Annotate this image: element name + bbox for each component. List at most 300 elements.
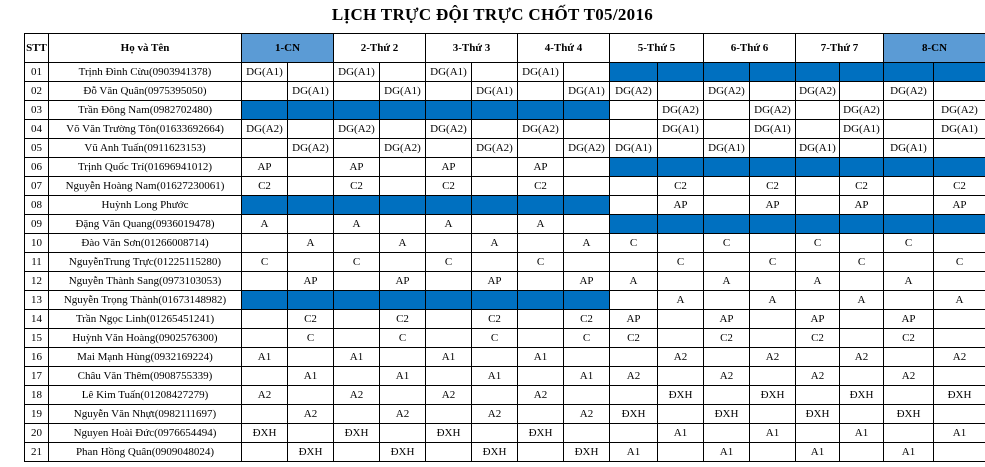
row-stt: 05: [25, 139, 49, 158]
row-stt: 11: [25, 253, 49, 272]
duty-cell: C2: [426, 177, 472, 196]
duty-cell: [750, 139, 796, 158]
row-stt: 21: [25, 443, 49, 462]
duty-cell: AP: [610, 310, 658, 329]
duty-cell: [750, 405, 796, 424]
row-name: Võ Văn Trường Tôn(01633692664): [49, 120, 242, 139]
duty-cell: AP: [934, 196, 985, 215]
duty-cell: [796, 386, 840, 405]
duty-cell: A: [934, 291, 985, 310]
duty-cell: ĐXH: [750, 386, 796, 405]
duty-cell: C2: [840, 177, 884, 196]
duty-cell: [934, 310, 985, 329]
duty-cell: [334, 82, 380, 101]
duty-cell: C: [750, 253, 796, 272]
duty-cell: DG(A1): [242, 63, 288, 82]
table-row: [25, 272, 985, 291]
row-name: Huỳnh Văn Hoàng(0902576300): [49, 329, 242, 348]
duty-cell: C: [380, 329, 426, 348]
duty-cell: ĐXH: [288, 443, 334, 462]
row-stt: 02: [25, 82, 49, 101]
schedule-body: [25, 63, 985, 462]
row-name: Đào Văn Sơn(01266008714): [49, 234, 242, 253]
duty-cell: [884, 196, 934, 215]
duty-cell: A1: [564, 367, 610, 386]
table-row: [25, 120, 985, 139]
duty-cell: [380, 348, 426, 367]
duty-cell: [796, 424, 840, 443]
duty-cell: [334, 234, 380, 253]
duty-cell: A: [564, 234, 610, 253]
duty-cell: A: [704, 272, 750, 291]
duty-cell: C2: [658, 177, 704, 196]
duty-cell: C2: [288, 310, 334, 329]
duty-cell: [564, 386, 610, 405]
header-day: 1-CN: [242, 34, 334, 63]
duty-cell: [658, 443, 704, 462]
row-name: Nguyen Hoài Đức(0976654494): [49, 424, 242, 443]
filled-cell: [426, 196, 472, 215]
duty-cell: [840, 310, 884, 329]
duty-cell: [610, 177, 658, 196]
duty-cell: [380, 177, 426, 196]
duty-cell: DG(A2): [472, 139, 518, 158]
filled-cell: [472, 291, 518, 310]
duty-cell: [840, 405, 884, 424]
duty-cell: C: [426, 253, 472, 272]
row-stt: 19: [25, 405, 49, 424]
duty-cell: [884, 177, 934, 196]
duty-cell: [288, 63, 334, 82]
duty-cell: [380, 63, 426, 82]
table-row: [25, 348, 985, 367]
duty-cell: [934, 139, 985, 158]
duty-cell: [334, 443, 380, 462]
duty-cell: A2: [472, 405, 518, 424]
duty-cell: ĐXH: [472, 443, 518, 462]
duty-cell: [658, 272, 704, 291]
header-stt: STT: [25, 34, 49, 63]
duty-cell: [658, 367, 704, 386]
row-name: Nguyễn Hoàng Nam(01627230061): [49, 177, 242, 196]
duty-cell: [884, 424, 934, 443]
duty-cell: [564, 253, 610, 272]
duty-cell: C2: [472, 310, 518, 329]
table-row: [25, 139, 985, 158]
duty-cell: [704, 386, 750, 405]
duty-cell: [610, 291, 658, 310]
duty-cell: [564, 120, 610, 139]
table-row: [25, 310, 985, 329]
duty-cell: [518, 405, 564, 424]
duty-cell: A2: [288, 405, 334, 424]
duty-cell: [704, 120, 750, 139]
duty-cell: A2: [840, 348, 884, 367]
table-row: [25, 196, 985, 215]
duty-cell: [334, 405, 380, 424]
duty-cell: C2: [564, 310, 610, 329]
row-stt: 06: [25, 158, 49, 177]
duty-cell: ĐXH: [796, 405, 840, 424]
duty-cell: [796, 348, 840, 367]
duty-cell: AP: [334, 158, 380, 177]
duty-cell: ĐXH: [334, 424, 380, 443]
duty-cell: A2: [334, 386, 380, 405]
duty-cell: C2: [934, 177, 985, 196]
duty-cell: [472, 424, 518, 443]
filled-cell: [796, 158, 840, 177]
filled-cell: [242, 291, 288, 310]
filled-cell: [884, 215, 934, 234]
duty-cell: [426, 82, 472, 101]
filled-cell: [658, 63, 704, 82]
duty-cell: AP: [288, 272, 334, 291]
duty-cell: [518, 310, 564, 329]
duty-cell: DG(A2): [334, 120, 380, 139]
row-name: Trần Ngọc Linh(01265451241): [49, 310, 242, 329]
row-name: Huỳnh Long Phước: [49, 196, 242, 215]
duty-cell: ĐXH: [840, 386, 884, 405]
duty-cell: [750, 443, 796, 462]
duty-cell: C2: [334, 177, 380, 196]
duty-cell: C: [610, 234, 658, 253]
duty-cell: [426, 234, 472, 253]
duty-cell: [242, 310, 288, 329]
filled-cell: [380, 101, 426, 120]
table-row: [25, 158, 985, 177]
row-name: NguyễnTrung Trực(01225115280): [49, 253, 242, 272]
duty-cell: AP: [472, 272, 518, 291]
duty-cell: [380, 158, 426, 177]
duty-cell: DG(A1): [840, 120, 884, 139]
duty-cell: A: [242, 215, 288, 234]
table-row: [25, 82, 985, 101]
duty-cell: C: [288, 329, 334, 348]
duty-cell: DG(A1): [934, 120, 985, 139]
page-title: LỊCH TRỰC ĐỘI TRỰC CHỐT T05/2016: [331, 5, 654, 24]
duty-cell: [288, 120, 334, 139]
header-day: 3-Thứ 3: [426, 34, 518, 63]
row-stt: 15: [25, 329, 49, 348]
filled-cell: [610, 158, 658, 177]
duty-cell: [658, 310, 704, 329]
duty-cell: C2: [242, 177, 288, 196]
duty-cell: [242, 139, 288, 158]
duty-cell: [750, 310, 796, 329]
table-row: [25, 177, 985, 196]
duty-cell: DG(A1): [334, 63, 380, 82]
duty-cell: AP: [658, 196, 704, 215]
duty-cell: ĐXH: [564, 443, 610, 462]
duty-cell: ĐXH: [518, 424, 564, 443]
duty-cell: A: [840, 291, 884, 310]
duty-cell: [934, 82, 985, 101]
header-day: 7-Thứ 7: [796, 34, 884, 63]
filled-cell: [704, 63, 750, 82]
duty-cell: [242, 329, 288, 348]
duty-cell: [796, 101, 840, 120]
duty-cell: C: [884, 234, 934, 253]
filled-cell: [564, 291, 610, 310]
duty-cell: A1: [334, 348, 380, 367]
duty-cell: DG(A2): [884, 82, 934, 101]
duty-cell: DG(A2): [380, 139, 426, 158]
duty-cell: DG(A2): [796, 82, 840, 101]
duty-cell: [704, 177, 750, 196]
table-row: [25, 291, 985, 310]
duty-cell: [704, 424, 750, 443]
duty-cell: A1: [610, 443, 658, 462]
duty-cell: [796, 120, 840, 139]
duty-cell: A: [334, 215, 380, 234]
table-row: [25, 424, 985, 443]
row-stt: 16: [25, 348, 49, 367]
filled-cell: [658, 215, 704, 234]
duty-cell: AP: [426, 158, 472, 177]
filled-cell: [840, 158, 884, 177]
duty-cell: C: [658, 253, 704, 272]
header-row: [25, 34, 985, 63]
duty-cell: DG(A1): [518, 63, 564, 82]
duty-cell: DG(A2): [934, 101, 985, 120]
duty-cell: A: [380, 234, 426, 253]
duty-cell: [472, 215, 518, 234]
duty-cell: A2: [426, 386, 472, 405]
duty-cell: [334, 367, 380, 386]
filled-cell: [288, 291, 334, 310]
duty-cell: [518, 272, 564, 291]
duty-cell: [750, 367, 796, 386]
filled-cell: [380, 291, 426, 310]
duty-cell: A1: [934, 424, 985, 443]
schedule-table: [24, 33, 985, 462]
duty-cell: [840, 272, 884, 291]
duty-cell: A1: [242, 348, 288, 367]
duty-cell: A1: [704, 443, 750, 462]
duty-cell: A2: [610, 367, 658, 386]
duty-cell: [840, 139, 884, 158]
duty-cell: DG(A1): [750, 120, 796, 139]
duty-cell: A: [658, 291, 704, 310]
row-name: Nguyễn Thành Sang(0973103053): [49, 272, 242, 291]
duty-cell: [610, 386, 658, 405]
duty-cell: DG(A2): [840, 101, 884, 120]
duty-cell: [288, 177, 334, 196]
duty-cell: [426, 310, 472, 329]
duty-cell: [242, 82, 288, 101]
filled-cell: [564, 101, 610, 120]
row-name: Châu Văn Thêm(0908755339): [49, 367, 242, 386]
duty-cell: C: [796, 234, 840, 253]
filled-cell: [934, 158, 985, 177]
duty-cell: [472, 386, 518, 405]
duty-cell: [288, 386, 334, 405]
duty-cell: [564, 348, 610, 367]
filled-cell: [564, 196, 610, 215]
duty-cell: [796, 196, 840, 215]
duty-cell: ĐXH: [610, 405, 658, 424]
duty-cell: [704, 196, 750, 215]
header-day: 6-Thứ 6: [704, 34, 796, 63]
duty-cell: C: [564, 329, 610, 348]
duty-cell: ĐXH: [380, 443, 426, 462]
row-stt: 01: [25, 63, 49, 82]
duty-cell: [934, 272, 985, 291]
row-name: Nguyễn Trọng Thành(01673148982): [49, 291, 242, 310]
header-day: 5-Thứ 5: [610, 34, 704, 63]
filled-cell: [288, 101, 334, 120]
duty-cell: C: [334, 253, 380, 272]
duty-cell: DG(A2): [288, 139, 334, 158]
duty-cell: [934, 329, 985, 348]
filled-cell: [288, 196, 334, 215]
filled-cell: [242, 101, 288, 120]
duty-cell: [934, 405, 985, 424]
duty-cell: DG(A2): [658, 101, 704, 120]
duty-cell: [704, 253, 750, 272]
duty-cell: A2: [796, 367, 840, 386]
duty-cell: [840, 443, 884, 462]
duty-cell: [658, 139, 704, 158]
duty-cell: [840, 234, 884, 253]
duty-cell: DG(A1): [564, 82, 610, 101]
header-name: Họ và Tên: [49, 34, 242, 63]
filled-cell: [472, 196, 518, 215]
row-name: Đỗ Văn Quân(0975395050): [49, 82, 242, 101]
row-name: Đặng Văn Quang(0936019478): [49, 215, 242, 234]
duty-cell: [472, 120, 518, 139]
filled-cell: [934, 63, 985, 82]
duty-cell: [518, 82, 564, 101]
duty-cell: [884, 253, 934, 272]
duty-cell: [796, 177, 840, 196]
duty-cell: DG(A1): [796, 139, 840, 158]
duty-cell: A2: [518, 386, 564, 405]
duty-cell: [610, 424, 658, 443]
duty-cell: A: [288, 234, 334, 253]
table-row: [25, 234, 985, 253]
duty-cell: [426, 272, 472, 291]
duty-cell: [704, 291, 750, 310]
filled-cell: [934, 215, 985, 234]
duty-cell: A1: [840, 424, 884, 443]
filled-cell: [796, 215, 840, 234]
row-stt: 20: [25, 424, 49, 443]
duty-cell: [518, 329, 564, 348]
table-row: [25, 101, 985, 120]
duty-cell: A1: [658, 424, 704, 443]
duty-cell: [518, 367, 564, 386]
duty-cell: [796, 291, 840, 310]
duty-cell: [840, 329, 884, 348]
duty-cell: A2: [884, 367, 934, 386]
duty-cell: C: [704, 234, 750, 253]
duty-cell: ĐXH: [426, 424, 472, 443]
duty-cell: [472, 253, 518, 272]
duty-cell: DG(A2): [426, 120, 472, 139]
duty-cell: AP: [380, 272, 426, 291]
row-stt: 09: [25, 215, 49, 234]
duty-cell: [658, 82, 704, 101]
duty-cell: [610, 196, 658, 215]
row-stt: 17: [25, 367, 49, 386]
duty-cell: DG(A2): [518, 120, 564, 139]
duty-cell: [840, 367, 884, 386]
duty-cell: [334, 139, 380, 158]
duty-cell: DG(A2): [242, 120, 288, 139]
duty-cell: [288, 253, 334, 272]
filled-cell: [884, 63, 934, 82]
filled-cell: [242, 196, 288, 215]
duty-cell: C: [472, 329, 518, 348]
filled-cell: [704, 158, 750, 177]
duty-cell: A2: [704, 367, 750, 386]
row-name: Vũ Anh Tuấn(0911623153): [49, 139, 242, 158]
table-row: [25, 63, 985, 82]
duty-cell: [426, 405, 472, 424]
table-row: [25, 253, 985, 272]
duty-cell: C2: [518, 177, 564, 196]
duty-cell: [288, 424, 334, 443]
filled-cell: [750, 63, 796, 82]
filled-cell: [334, 196, 380, 215]
duty-cell: [796, 253, 840, 272]
row-stt: 08: [25, 196, 49, 215]
duty-cell: A: [750, 291, 796, 310]
duty-cell: DG(A2): [610, 82, 658, 101]
duty-cell: DG(A1): [610, 139, 658, 158]
duty-cell: C: [934, 253, 985, 272]
duty-cell: [884, 101, 934, 120]
filled-cell: [840, 63, 884, 82]
duty-cell: AP: [518, 158, 564, 177]
table-row: [25, 329, 985, 348]
duty-cell: [884, 120, 934, 139]
duty-cell: [426, 367, 472, 386]
duty-cell: [380, 215, 426, 234]
duty-cell: ĐXH: [704, 405, 750, 424]
duty-cell: [242, 234, 288, 253]
duty-cell: [380, 253, 426, 272]
filled-cell: [518, 196, 564, 215]
duty-cell: [426, 329, 472, 348]
duty-cell: [564, 158, 610, 177]
duty-cell: [288, 158, 334, 177]
header-day: 4-Thứ 4: [518, 34, 610, 63]
duty-cell: [472, 158, 518, 177]
duty-cell: [426, 139, 472, 158]
duty-cell: [750, 272, 796, 291]
header-day: 8-CN: [884, 34, 985, 63]
duty-cell: A1: [796, 443, 840, 462]
duty-cell: [380, 386, 426, 405]
duty-cell: [884, 386, 934, 405]
filled-cell: [518, 291, 564, 310]
duty-cell: [334, 329, 380, 348]
duty-cell: [242, 405, 288, 424]
duty-cell: A2: [564, 405, 610, 424]
duty-cell: DG(A1): [658, 120, 704, 139]
duty-cell: [934, 367, 985, 386]
duty-cell: [610, 253, 658, 272]
table-row: [25, 443, 985, 462]
duty-cell: A: [610, 272, 658, 291]
duty-cell: C: [242, 253, 288, 272]
duty-cell: A2: [934, 348, 985, 367]
table-row: [25, 215, 985, 234]
filled-cell: [334, 101, 380, 120]
duty-cell: DG(A1): [704, 139, 750, 158]
